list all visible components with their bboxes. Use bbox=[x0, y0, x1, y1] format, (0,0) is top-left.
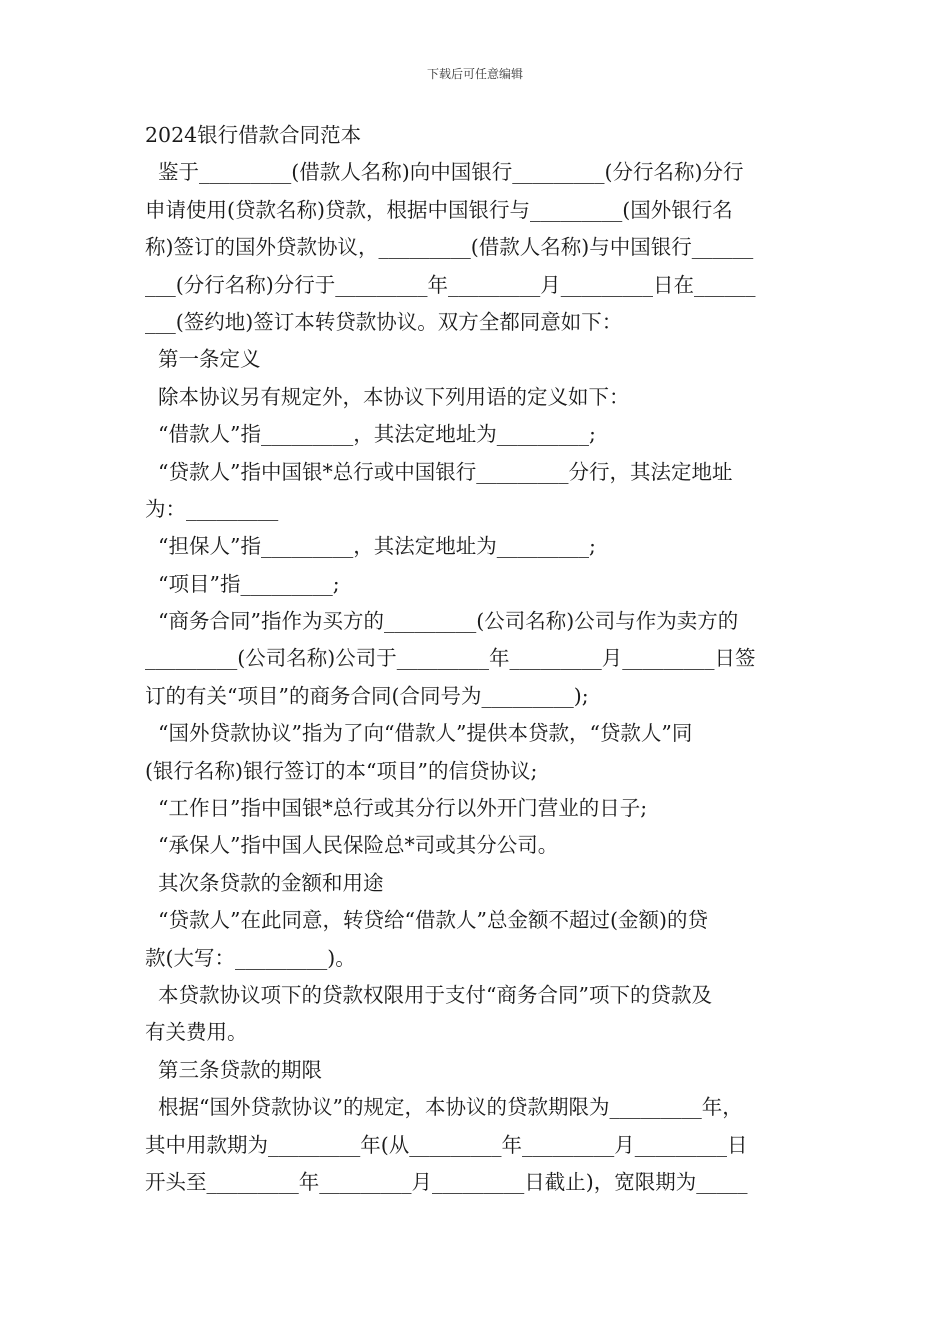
text-line: 款(大写：_________)。 bbox=[145, 945, 356, 970]
text-line: 有关费用。 bbox=[145, 1020, 248, 1045]
text-line: “项目”指_________; bbox=[145, 571, 340, 596]
text-line: 为：_________ bbox=[145, 496, 279, 521]
text-line: “借款人”指_________，其法定地址为_________; bbox=[145, 422, 596, 447]
text-line: 本贷款协议项下的贷款权限用于支付“商务合同”项下的贷款及 bbox=[145, 982, 712, 1007]
text-line: 其中用款期为_________年(从_________年_________月_________日 bbox=[145, 1132, 748, 1157]
text-line: “国外贷款协议”指为了向“借款人”提供本贷款，“贷款人”同 bbox=[145, 721, 693, 746]
document-body bbox=[145, 117, 810, 1201]
text-line: ___(分行名称)分行于_________年_________月_________日在______ bbox=[145, 272, 756, 297]
text-line: “商务合同”指作为买方的_________(公司名称)公司与作为卖方的 bbox=[145, 609, 739, 634]
text-line: _________(公司名称)公司于_________年_________月_________日签 bbox=[145, 646, 756, 671]
text-line: “工作日”指中国银*总行或其分行以外开门营业的日子; bbox=[145, 796, 648, 821]
text-line: “贷款人”指中国银*总行或中国银行_________分行，其法定地址 bbox=[145, 459, 733, 484]
text-line: 称)签订的国外贷款协议，_________(借款人名称)与中国银行______ bbox=[145, 235, 754, 260]
text-line: 除本协议另有规定外，本协议下列用语的定义如下： bbox=[145, 384, 630, 409]
text-line: 申请使用(贷款名称)贷款，根据中国银行与_________(国外银行名 bbox=[145, 197, 733, 222]
text-line: 根据“国外贷款协议”的规定，本协议的贷款期限为_________年， bbox=[145, 1095, 743, 1120]
text-line: ___(签约地)签订本转贷款协议。双方全都同意如下： bbox=[145, 309, 623, 334]
section-heading: 其次条贷款的金额和用途 bbox=[145, 870, 384, 895]
text-line: (银行名称)银行签订的本“项目”的信贷协议; bbox=[145, 758, 538, 783]
section-heading: 第一条定义 bbox=[145, 347, 261, 372]
document-title: 2024银行借款合同范本 bbox=[145, 123, 362, 147]
text-line: 鉴于_________(借款人名称)向中国银行_________(分行名称)分行 bbox=[145, 160, 744, 185]
text-line: “承保人”指中国人民保险总*司或其分公司。 bbox=[145, 833, 559, 858]
text-line: 开头至_________年_________月_________日截止)，宽限期为_____ bbox=[145, 1169, 748, 1194]
text-line: 订的有关“项目”的商务合同(合同号为_________); bbox=[145, 683, 589, 708]
section-heading: 第三条贷款的期限 bbox=[145, 1057, 323, 1082]
text-line: “担保人”指_________，其法定地址为_________; bbox=[145, 534, 596, 559]
page-header-note: 下载后可任意编辑 bbox=[426, 67, 523, 81]
text-line: “贷款人”在此同意，转贷给“借款人”总金额不超过(金额)的贷 bbox=[145, 908, 708, 933]
